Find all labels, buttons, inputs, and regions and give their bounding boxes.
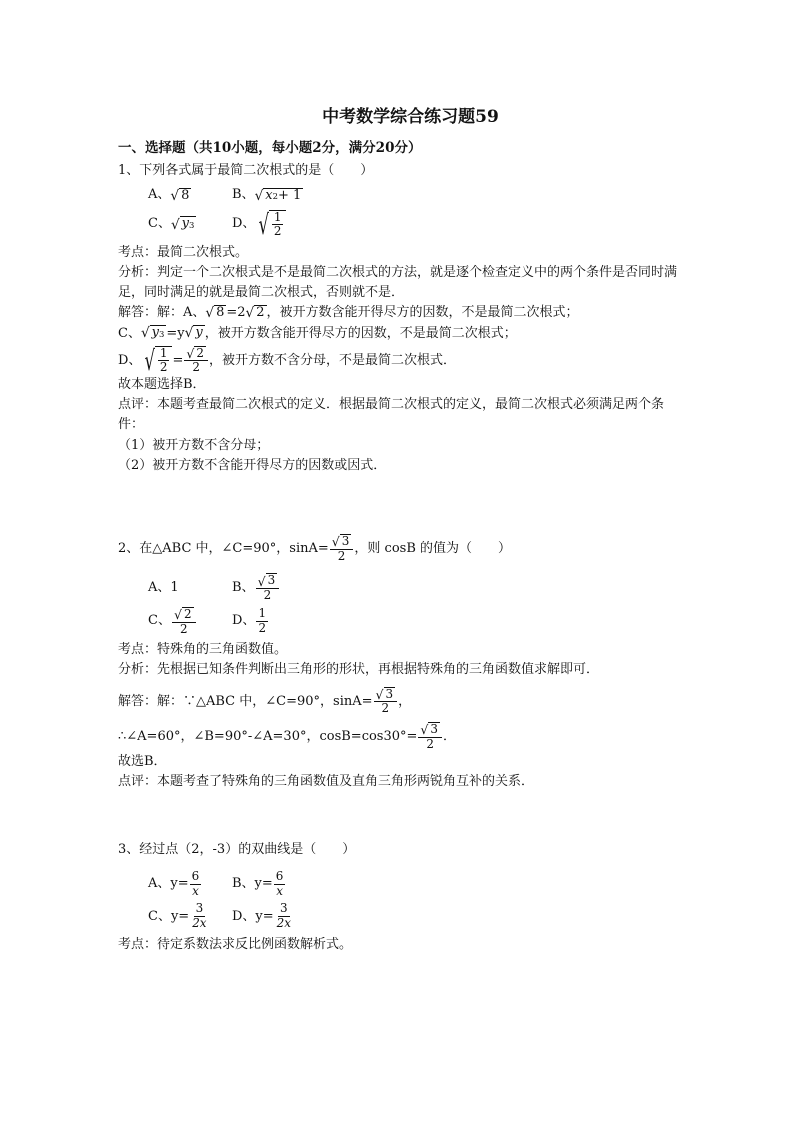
q2-options-row2 [148,607,683,636]
q1-cond1: （1）被开方数不含分母； [118,437,270,453]
radical-sign: √ [170,216,180,233]
radical-sign: √ [170,187,180,204]
document-page [118,104,683,955]
q3-option-a: A、y= $\frac{6}{x}$ [148,868,200,898]
q3-options-row1 [148,870,683,898]
q2-option-c: C、 √ 2 2 [148,607,232,636]
q1-jieda-a: 解答：解：A、 √ 8 =2 √ 2 ，被开方数含能开得尽方的因数，不是最简二次根式； [118,304,579,322]
q1-fenxi: 分析：判定一个二次根式是不是最简二次根式的方法，就是逐个检查定义中的两个条件是否同时满足，同时满足的就是最简二次根式，否则就不是． [118,265,678,301]
q2-guxuan: 故选B． [118,753,167,769]
q2-jieda-2: ∴∠A=60°，∠B=90°-∠A=30°，cosB=cos30°= √ 3 2 ． [118,722,457,751]
q3-option-b: B、y= $\frac{6}{x}$ [232,868,284,898]
q2-kaodian: 考点：特殊角的三角函数值。 [118,642,288,658]
fraction: $\frac{3}{2x}$ [276,901,292,931]
q2-option-d: D、 $\frac{1}{2}$ [232,606,267,636]
q1-options-row2 [148,210,683,239]
radical-sign: √ [331,534,340,550]
radical-sign: √ [184,325,194,342]
q2-option-b: B、 √ 3 2 [232,573,316,602]
q2-jieda-1: 解答：解：∵△ABC 中，∠C=90°，sinA= √ 3 2 ， [118,686,412,716]
fraction: $\frac{1}{2}$ [258,606,267,636]
spacer [118,792,683,840]
radical-sign: √ [144,345,156,377]
q3-option-d: D、y= $\frac{3}{2x}$ [232,901,292,931]
q3-kaodian: 考点：待定系数法求反比例函数解析式。 [118,936,353,952]
q1-stem: 1、下列各式属于最简二次根式的是（ ） [118,163,374,179]
sqrt-expression: √ y [184,325,203,342]
section-heading: 一、选择题（共10小题，每小题2分，满分20分） [118,140,422,157]
radical-sign: √ [173,607,182,622]
q2-fenxi: 分析：先根据已知条件判断出三角形的形状，再根据特殊角的三角函数值求解即可． [118,662,600,678]
spacer [118,476,683,534]
sqrt-expression: √ 8 [205,304,225,322]
sqrt-expression: √ x 2 + 1 [254,187,302,204]
q2-options-row1 [148,573,683,602]
radical-sign: √ [258,209,270,241]
q1-option-b: B、 √ x 2 + 1 [232,187,302,204]
fraction: $\frac{6}{x}$ [191,868,200,898]
q1-option-a: A、 √ 8 [148,187,190,204]
q1-jieda-d: D、 √ $\frac{1}{2}$ = √ 2 2 ，被开方数不含分母，不是最简二次根式． [118,345,456,377]
radical-sign: √ [205,305,215,322]
fraction: √ 2 2 [172,607,196,636]
sqrt-expression: √ 2 [245,304,265,322]
q1-cond2: （2）被开方数不含能开得尽方的因数或因式． [118,457,387,473]
q3-options-row2 [148,902,683,930]
fraction: $\frac{3}{2x}$ [192,901,207,931]
question-1 [118,161,683,476]
sqrt-expression: √ y 3 [170,216,195,233]
q1-dianping: 点评：本题考查最简二次根式的定义．根据最简二次根式的定义，最简二次根式必须满足两个条件： [118,397,665,433]
sqrt-fraction: √ $\frac{1}{2}$ [141,346,172,375]
fraction: √ 3 2 [374,687,398,716]
fraction: √ 3 2 [330,534,354,563]
fraction: √ 3 2 [418,722,442,751]
fraction: √ 3 2 [256,573,280,602]
q1-guben: 故本题选择B． [118,377,206,393]
radical-sign: √ [257,573,266,589]
q2-dianping: 点评：本题考查了特殊角的三角函数值及直角三角形两锐角互补的关系． [118,773,535,789]
q1-option-d: D、 √ $\frac{1}{2}$ [232,210,316,239]
q3-option-c: C、y= $\frac{3}{2x}$ [148,901,207,931]
radical-sign: √ [186,345,195,361]
q1-kaodian: 考点：最简二次根式。 [118,245,249,261]
radical-sign: √ [245,305,255,322]
sqrt-fraction: √ $\frac{1}{2}$ [255,210,286,239]
sqrt-expression: √ y 3 [140,325,165,342]
radical-sign: √ [254,187,264,204]
q1-options-row1 [148,185,683,205]
fraction: √ 2 2 [184,346,208,375]
q1-jieda-c: C、 √ y 3 =y √ y ，被开方数含能开得尽方的因数，不是最简二次根式； [118,325,517,342]
radical-sign: √ [420,722,429,738]
radical-sign: √ [140,325,150,342]
fraction: $\frac{6}{x}$ [275,868,284,898]
q2-stem: 2、在△ABC 中，∠C=90°，sinA= √ 3 2 ，则 cosB 的值为（ ） [118,533,512,563]
q2-option-a: A、 1 [148,580,179,596]
question-3 [118,840,683,955]
q1-option-c: C、 √ y 3 [148,216,195,233]
page-title: 中考数学综合练习题59 [322,107,499,127]
q3-stem: 3、经过点（2，-3）的双曲线是（ ） [118,841,356,857]
sqrt-expression: √ 8 [170,187,190,204]
question-2 [118,534,683,792]
radical-sign: √ [375,686,384,702]
